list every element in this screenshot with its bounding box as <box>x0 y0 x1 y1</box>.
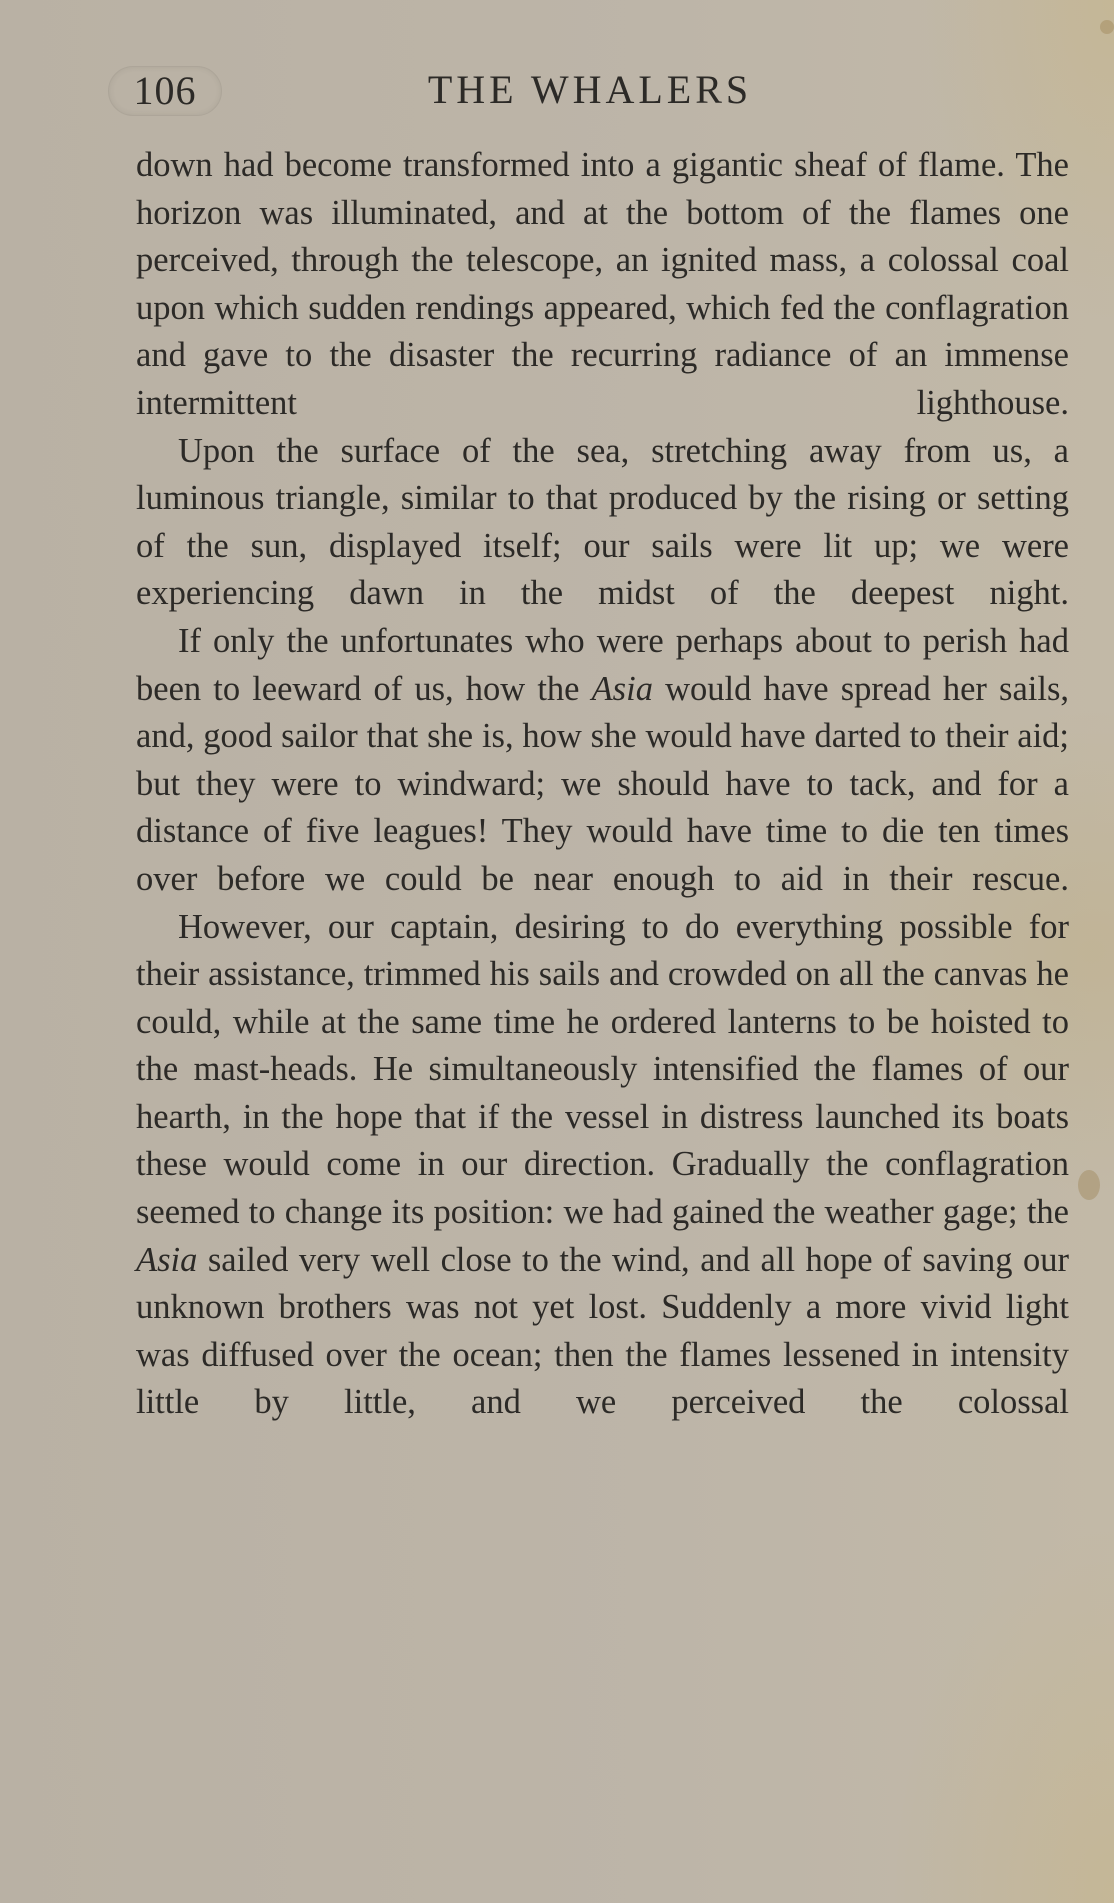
text-segment: down had become transformed into a gigantic sheaf of flame. The horizon was illuminated, and at the bottom of the flames one perceived, through the telescope, an ignited mass, a colossal coal upon which sudden rendings appeared, which fed the conflagration and gave to the disaster the recurring radiance of an immense intermittent lighthouse. <box>136 146 1069 422</box>
text-segment: Upon the surface of the sea, stretching away from us, a luminous triangle, similar to that produced by the rising or setting of the sun, displayed itself; our sails were lit up; we were experiencing dawn in the midst of the deepest night. <box>136 431 1069 613</box>
text-segment: If only the unfortunates who were perhaps about to perish had been to leeward of us, how the <box>136 621 1069 708</box>
text-segment: However, our captain, desiring to do everything possible for their assistance, trimmed his sails and crowded on all the canvas he could, while at the same time he ordered lanterns to be hoisted to the mast-heads. He simultaneously intensified the flames of our hearth, in the hope that if the vessel in distress launched its boats these would come in our direction. Gradually the conflagration seemed to change its position: we had gained the weather gage; the <box>136 907 1069 1232</box>
page-number: 106 <box>108 66 222 116</box>
running-title: THE WHALERS <box>427 67 753 112</box>
ship-name-italic: Asia <box>591 669 653 708</box>
paper-stain <box>1078 1170 1100 1200</box>
body-text <box>136 142 1069 1427</box>
paragraph-2 <box>136 428 1069 618</box>
page-header <box>0 60 1114 120</box>
text-segment: sailed very well close to the wind, and all hope of saving our unknown brothers was not yet lost. Suddenly a more vivid light was diffused over the ocean; then the flames lessened in intensity little by little, and we perceived the colossal <box>136 1240 1069 1422</box>
paragraph-3 <box>136 618 1069 904</box>
ship-name-italic: Asia <box>136 1240 198 1279</box>
paragraph-4 <box>136 904 1069 1428</box>
paragraph-1 <box>136 142 1069 428</box>
text-segment: would have spread her sails, and, good sailor that she is, how she would have darted to their aid; but they were to windward; we should have to tack, and for a distance of five leagues! They would have time to die ten times over before we could be near enough to aid in their rescue. <box>136 669 1069 898</box>
paper-stain <box>1100 20 1114 34</box>
